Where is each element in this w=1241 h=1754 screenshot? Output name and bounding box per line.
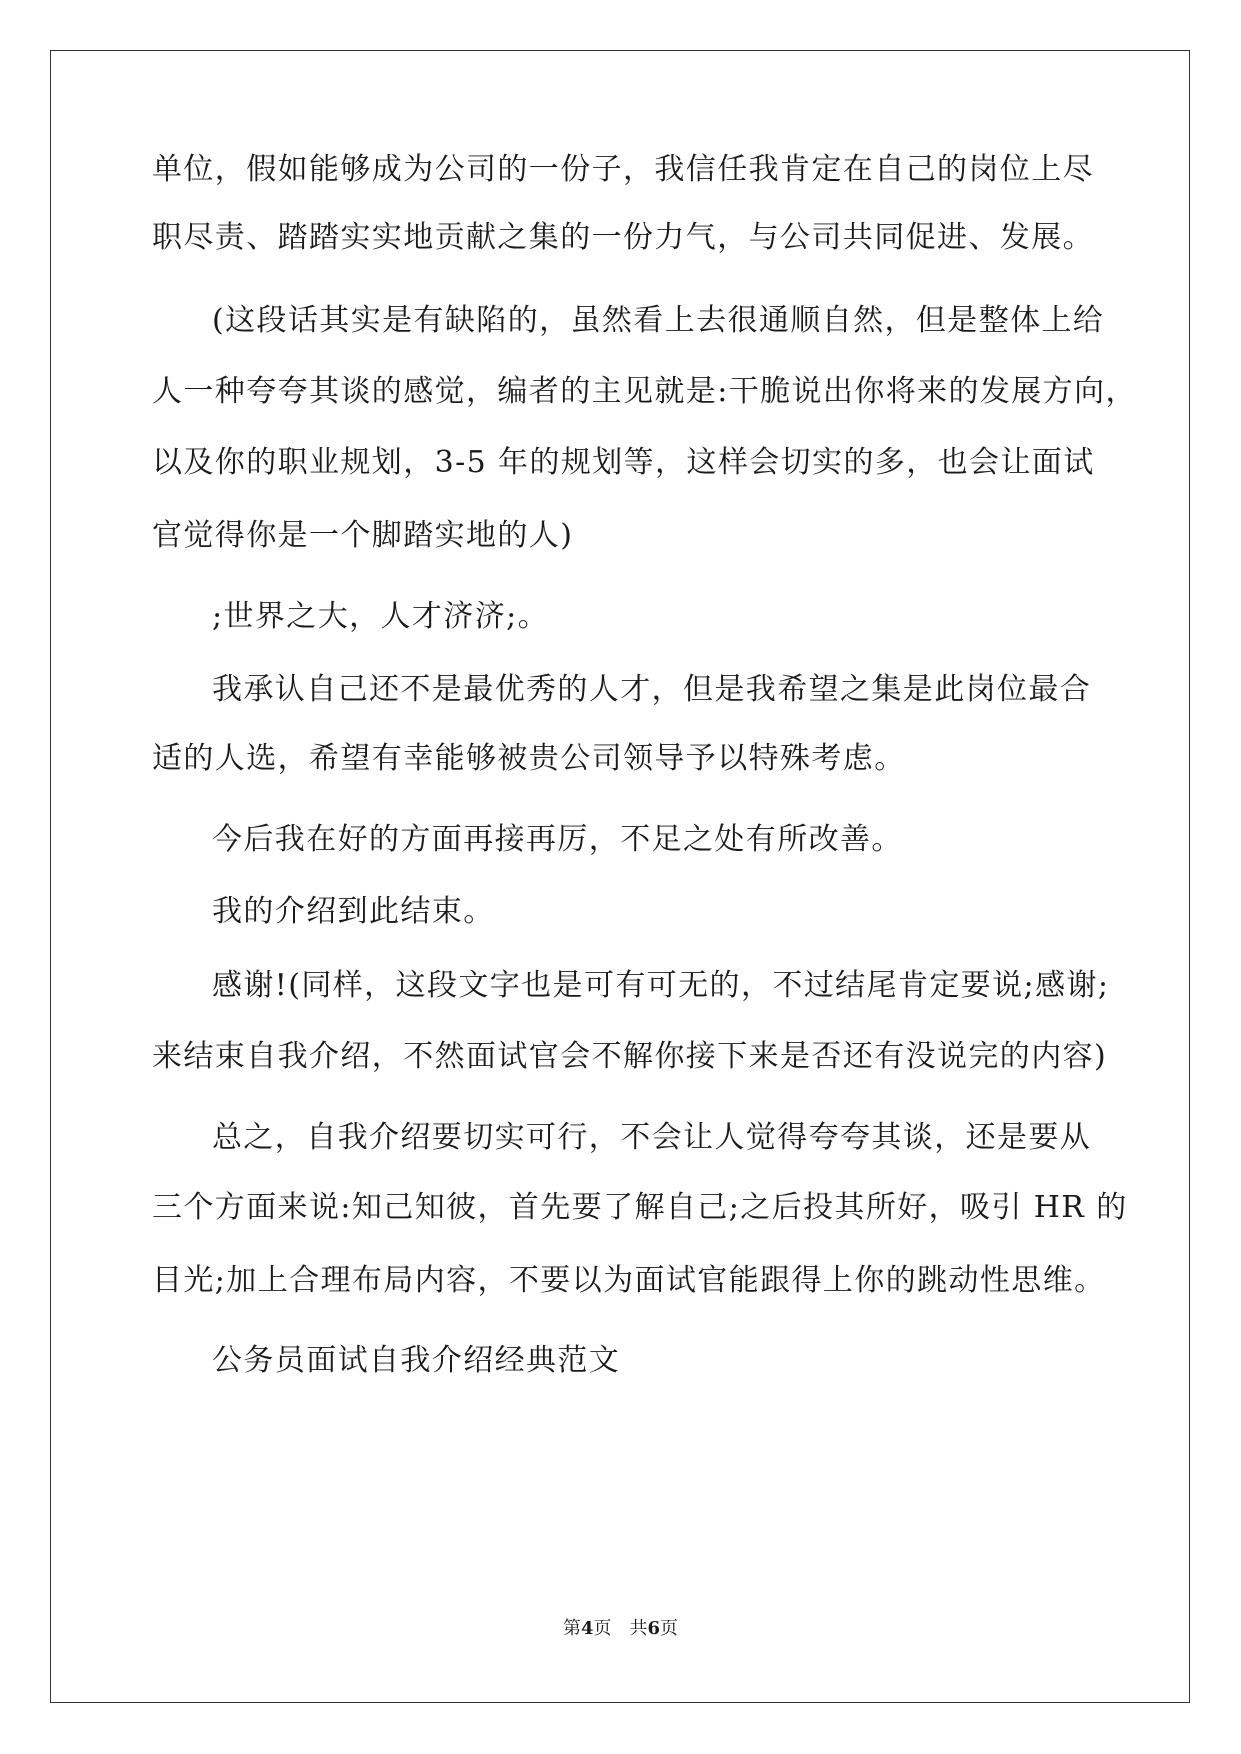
page-prefix: 第 [562,1618,581,1639]
body-line-5: 以及你的职业规划，3-5 年的规划等，这样会切实的多，也会让面试 [152,445,1095,480]
body-line-6: 官觉得你是一个脚踏实地的人) [152,518,574,553]
body-line-12: 感谢!(同样，这段文字也是可有可无的，不过结尾肯定要说;感谢; [212,968,1110,1003]
body-line-14: 总之，自我介绍要切实可行，不会让人觉得夸夸其谈，还是要从 [212,1120,1092,1155]
body-line-16: 目光;加上合理布局内容，不要以为面试官能跟得上你的跳动性思维。 [152,1263,1106,1298]
body-line-13: 来结束自我介绍，不然面试官会不解你接下来是否还有没说完的内容) [152,1039,1108,1074]
page-suffix: 页 [593,1618,612,1639]
body-line-15: 三个方面来说:知己知彼，首先要了解自己;之后投其所好，吸引 HR 的 [152,1190,1128,1225]
body-line-9: 适的人选，希望有幸能够被贵公司领导予以特殊考虑。 [152,741,906,776]
body-line-8: 我承认自己还不是最优秀的人才，但是我希望之集是此岗位最合 [212,672,1092,707]
body-line-17: 公务员面试自我介绍经典范文 [212,1343,621,1378]
page-footer [0,1618,1241,1640]
current-page-number: 4 [580,1618,594,1639]
body-line-3: (这段话其实是有缺陷的，虽然看上去很通顺自然，但是整体上给 [212,303,1105,338]
page-frame [50,50,1190,1703]
total-page-number: 6 [647,1618,661,1639]
body-line-10: 今后我在好的方面再接再厉，不足之处有所改善。 [212,822,903,857]
body-line-11: 我的介绍到此结束。 [212,894,495,929]
total-suffix: 页 [660,1618,679,1639]
body-line-7: ;世界之大，人才济济;。 [212,599,550,634]
body-line-2: 职尽责、踏踏实实地贡献之集的一份力气，与公司共同促进、发展。 [152,220,1094,255]
total-prefix: 共 [629,1618,648,1639]
body-line-1: 单位，假如能够成为公司的一份子，我信任我肯定在自己的岗位上尽 [152,152,1094,187]
body-line-4: 人一种夸夸其谈的感觉，编者的主见就是:干脆说出你将来的发展方向， [152,374,1137,409]
